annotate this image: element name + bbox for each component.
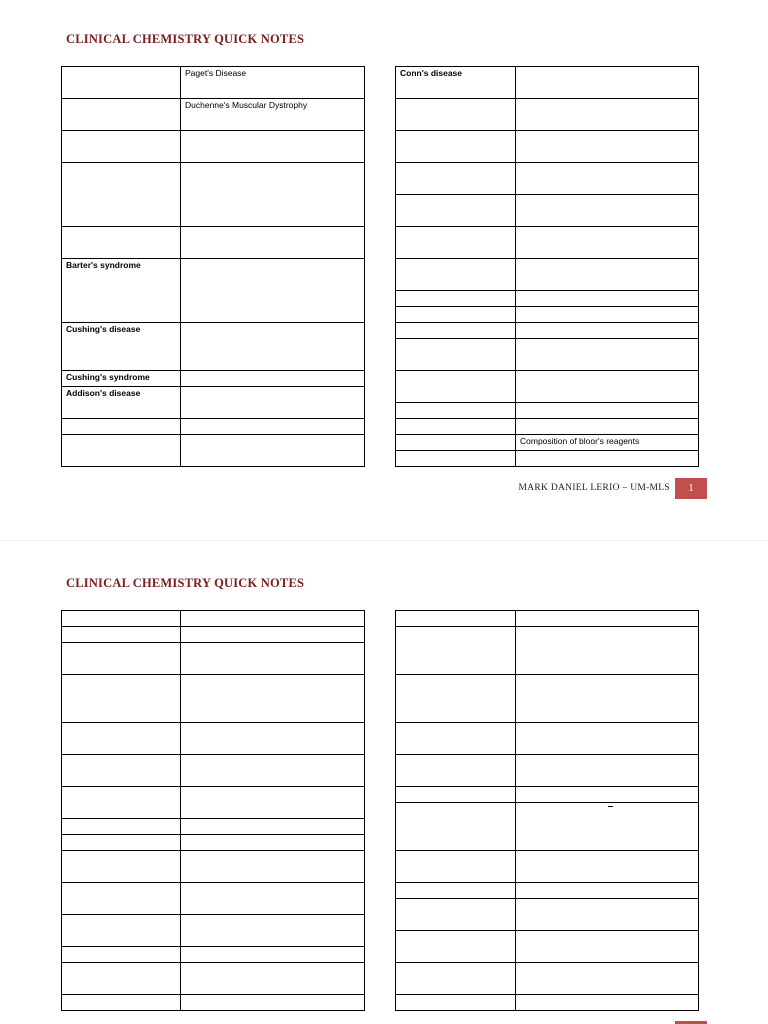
table-cell [181,819,365,835]
table-cell [516,67,699,99]
table-cell [396,259,516,291]
table-cell [516,419,699,435]
table-cell [181,323,365,371]
table-cell [396,627,516,675]
table-cell [62,835,181,851]
table-cell [396,883,516,899]
table-cell [181,883,365,915]
table-cell [62,131,181,163]
table-cell [516,803,699,851]
table-cell [181,131,365,163]
table-cell [516,611,699,627]
table-cell [516,323,699,339]
table-cell [62,643,181,675]
table-cell [62,883,181,915]
dash-mark [608,806,613,807]
table-cell [396,803,516,851]
table-cell [516,755,699,787]
table-cell [181,435,365,467]
table-cell [396,899,516,931]
table-cell [516,131,699,163]
table-cell [62,963,181,995]
table-cell [181,755,365,787]
table-cell [396,291,516,307]
table-cell [62,995,181,1011]
table-cell [62,819,181,835]
table-cell [396,963,516,995]
table-cell [516,291,699,307]
table-cell [181,259,365,323]
table-cell [396,419,516,435]
table-cell [396,163,516,195]
table-cell [62,915,181,947]
table-cell [181,787,365,819]
notes-table-right [395,610,699,1011]
table-cell [181,627,365,643]
table-cell [516,259,699,291]
page-divider [0,540,768,541]
table-cell [516,163,699,195]
table-cell [516,403,699,419]
table-cell: Composition of bloor's reagents [516,435,699,451]
table-cell [181,995,365,1011]
table-cell [516,931,699,963]
table-cell: Duchenne's Muscular Dystrophy [181,99,365,131]
notes-table-right [395,66,699,467]
table-cell [396,755,516,787]
table-cell [181,227,365,259]
table-cell [396,451,516,467]
table-cell [62,723,181,755]
table-cell [396,851,516,883]
table-cell [396,435,516,451]
table-cell [181,387,365,419]
table-cell [62,435,181,467]
table-cell: Barter's syndrome [62,259,181,323]
table-cell [396,99,516,131]
table-cell [516,899,699,931]
table-cell [181,163,365,227]
table-cell [181,371,365,387]
notes-table-left [61,610,365,1011]
page-title: CLINICAL CHEMISTRY QUICK NOTES [66,576,305,590]
table-cell [516,851,699,883]
table-cell [181,851,365,883]
page-title: CLINICAL CHEMISTRY QUICK NOTES [66,32,305,46]
table-cell [62,227,181,259]
table-cell [396,227,516,259]
table-cell [516,99,699,131]
table-cell [516,195,699,227]
table-cell [62,627,181,643]
table-cell [181,675,365,723]
table-cell [516,995,699,1011]
table-cell [396,307,516,323]
table-cell [181,611,365,627]
footer-author: MARK DANIEL LERIO – UM-MLS [518,483,670,493]
table-cell: Addison's disease [62,387,181,419]
page-number-badge: 1 [675,478,707,499]
table-cell [62,851,181,883]
table-cell [516,963,699,995]
table-cell [516,627,699,675]
table-cell [62,99,181,131]
table-cell: Conn's disease [396,67,516,99]
table-cell [396,323,516,339]
table-cell [516,675,699,723]
table-cell [181,947,365,963]
table-cell [181,835,365,851]
table-cell: Paget's Disease [181,67,365,99]
table-cell [516,307,699,323]
table-cell [62,163,181,227]
table-cell [181,723,365,755]
table-cell [396,131,516,163]
table-cell [396,995,516,1011]
table-cell [396,723,516,755]
table-cell [396,339,516,371]
table-cell [181,643,365,675]
table-cell [516,371,699,403]
table-cell [396,931,516,963]
table-cell [62,419,181,435]
table-cell [516,883,699,899]
table-cell [62,787,181,819]
table-cell [396,195,516,227]
table-cell [62,947,181,963]
table-cell [516,227,699,259]
table-cell [516,787,699,803]
table-cell [62,67,181,99]
table-cell [181,915,365,947]
table-cell [516,451,699,467]
table-cell [516,339,699,371]
table-cell [62,611,181,627]
table-cell [62,755,181,787]
table-cell [181,963,365,995]
table-cell [396,371,516,403]
table-cell: Cushing's disease [62,323,181,371]
table-cell [181,419,365,435]
notes-table-left [61,66,365,467]
table-cell [396,611,516,627]
table-cell [396,675,516,723]
table-cell [516,723,699,755]
table-cell [396,787,516,803]
table-cell [62,675,181,723]
table-cell [396,403,516,419]
table-cell: Cushing's syndrome [62,371,181,387]
